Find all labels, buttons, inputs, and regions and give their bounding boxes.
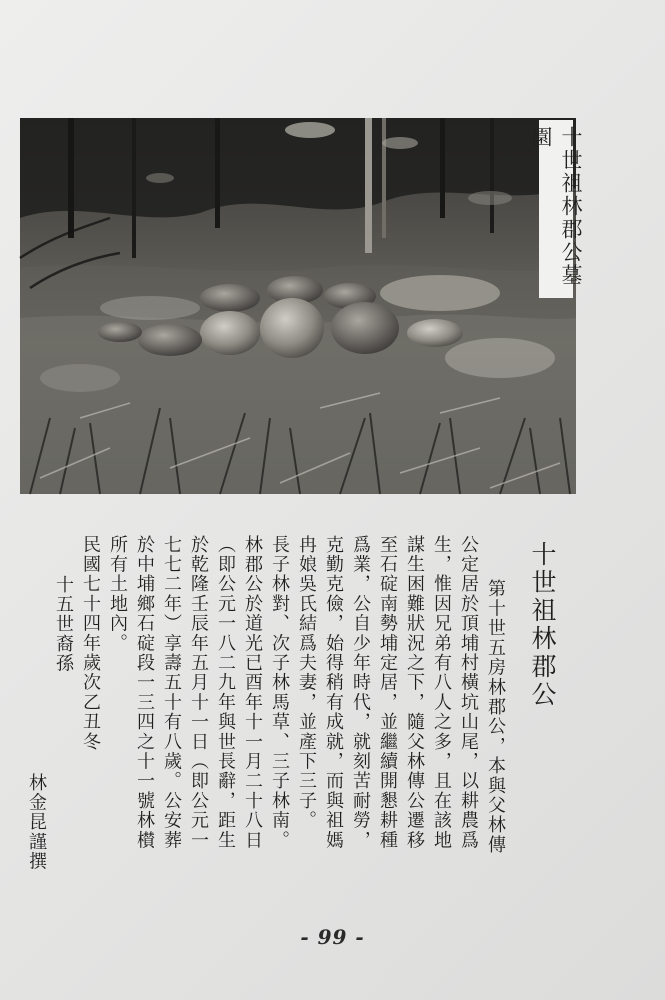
article-column-7: 克勤克儉，始得稍有成就，而與祖媽: [323, 535, 344, 851]
date-line: 民國七十四年歲次乙丑冬: [80, 535, 101, 752]
article-column-12: 於乾隆壬辰年五月十一日（即公元一: [188, 535, 209, 851]
grave-site-photo: [20, 118, 583, 494]
signature-lineage: 十五世裔孫: [53, 575, 74, 674]
photo-caption: 十世祖林郡公墓園: [529, 126, 583, 287]
article-title: 十世祖林郡公: [528, 541, 557, 709]
article-column-1: 第十世五房林郡公，本與父林傳: [485, 579, 506, 855]
signature-name: 林金昆謹撰: [26, 773, 47, 872]
article-column-11: （即公元一八二九年與世長辭，距生: [215, 535, 236, 851]
article-column-10: 林郡公於道光已酉年十一月二十八日: [242, 535, 263, 851]
article-column-13: 七七二年）享壽五十有八歲。公安葬: [161, 535, 182, 851]
article-column-2: 公定居於頂埔村橫坑山尾，以耕農爲: [458, 535, 479, 851]
article-column-14: 於中埔鄉石碇段一三四之十一號林櫕: [134, 535, 155, 851]
article-column-8: 冉娘吳氏結爲夫妻，並產下三子。: [296, 535, 317, 831]
article-column-15: 所有土地內。: [107, 535, 128, 654]
article-column-4: 謀生困難狀況之下，隨父林傳公遷移: [404, 535, 425, 851]
forest-grave-illustration: [20, 118, 576, 494]
article-column-3: 生，惟因兄弟有八人之多，且在該地: [431, 535, 452, 851]
article-column-5: 至石碇南勢埔定居，並繼續開懇耕種: [377, 535, 398, 851]
article-body: [26, 535, 558, 905]
article-column-9: 長子林對、次子林馬草、三子林南。: [269, 535, 290, 851]
photo-caption-box: [529, 120, 583, 298]
page-number: - 99 -: [300, 925, 365, 949]
article-column-6: 爲業，公自少年時代，就刻苦耐勞，: [350, 535, 371, 851]
